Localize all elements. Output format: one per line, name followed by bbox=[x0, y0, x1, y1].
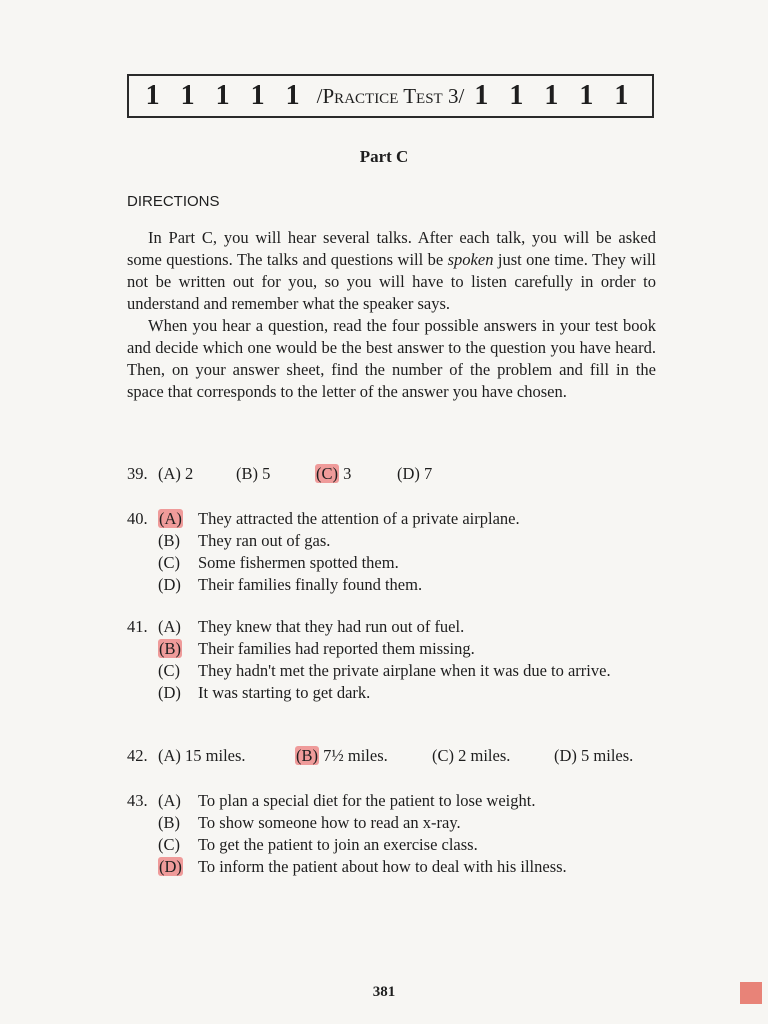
question-39 bbox=[127, 463, 432, 485]
directions-paragraph-1: In Part C, you will hear several talks. After each talk, you will be asked some questions. The talks and questions will be spoken just one time. They will not be written out for you, so you will have to listen carefully in order to understand and remember what the speaker says. bbox=[127, 228, 656, 313]
header-left-ones: 1 1 1 1 1 bbox=[145, 80, 307, 111]
option-a[interactable]: 41. (A) They knew that they had run out of fuel. bbox=[127, 617, 465, 636]
option-c[interactable]: (C) 3 bbox=[316, 464, 352, 483]
question-40 bbox=[127, 508, 520, 596]
option-c[interactable]: (C) Some fishermen spotted them. bbox=[158, 553, 399, 572]
header-title: /Practice Test 3/ bbox=[316, 83, 465, 108]
option-d[interactable]: (D) It was starting to get dark. bbox=[158, 683, 371, 702]
question-number: 42. bbox=[127, 746, 148, 765]
directions-label: DIRECTIONS bbox=[127, 193, 220, 210]
option-d[interactable]: (D) 5 miles. bbox=[554, 746, 634, 765]
question-number: 39. bbox=[127, 464, 148, 483]
directions-paragraph-2: When you hear a question, read the four possible answers in your test book and decide which one would be the best answer to the question you have heard. Then, on your answer sheet, find the number of the problem and fill in the space that corresponds to the letter of the answer you have chosen. bbox=[127, 316, 656, 401]
option-d[interactable]: (D) Their families finally found them. bbox=[158, 575, 423, 594]
selected-answer-mark: (B) bbox=[296, 746, 318, 765]
option-c[interactable]: (C) To get the patient to join an exercise class. bbox=[158, 835, 478, 854]
question-43 bbox=[127, 790, 567, 878]
option-c[interactable]: (C) They hadn't met the private airplane when it was due to arrive. bbox=[158, 661, 611, 680]
selected-answer-mark: (D) bbox=[159, 857, 182, 876]
option-a[interactable]: (A) 2 bbox=[158, 464, 194, 483]
option-a[interactable]: 40. (A) They attracted the attention of a private airplane. bbox=[127, 509, 520, 528]
directions-text bbox=[127, 227, 656, 403]
option-a[interactable]: (A) 15 miles. bbox=[158, 746, 246, 765]
option-d[interactable]: (D) 7 bbox=[397, 464, 433, 483]
option-d[interactable]: (D) To inform the patient about how to deal with his illness. bbox=[159, 857, 567, 876]
header-right-ones: 1 1 1 1 1 bbox=[474, 80, 636, 111]
option-b[interactable]: (B) They ran out of gas. bbox=[158, 531, 331, 550]
question-42 bbox=[127, 745, 633, 767]
option-b[interactable]: (B) Their families had reported them missing. bbox=[159, 639, 475, 658]
option-b[interactable]: (B) 7½ miles. bbox=[296, 746, 388, 765]
selected-answer-mark: (A) bbox=[159, 509, 182, 528]
corner-marker bbox=[740, 982, 762, 1004]
selected-answer-mark: (B) bbox=[159, 639, 181, 658]
part-title: Part C bbox=[359, 147, 409, 166]
option-a[interactable]: 43. (A) To plan a special diet for the patient to lose weight. bbox=[127, 791, 536, 810]
page-number: 381 bbox=[372, 984, 396, 1000]
option-b[interactable]: (B) To show someone how to read an x-ray. bbox=[158, 813, 461, 832]
option-c[interactable]: (C) 2 miles. bbox=[432, 746, 511, 765]
question-41 bbox=[127, 616, 656, 704]
page-header-box bbox=[127, 74, 654, 118]
selected-answer-mark: (C) bbox=[316, 464, 338, 483]
option-b[interactable]: (B) 5 bbox=[236, 464, 271, 483]
